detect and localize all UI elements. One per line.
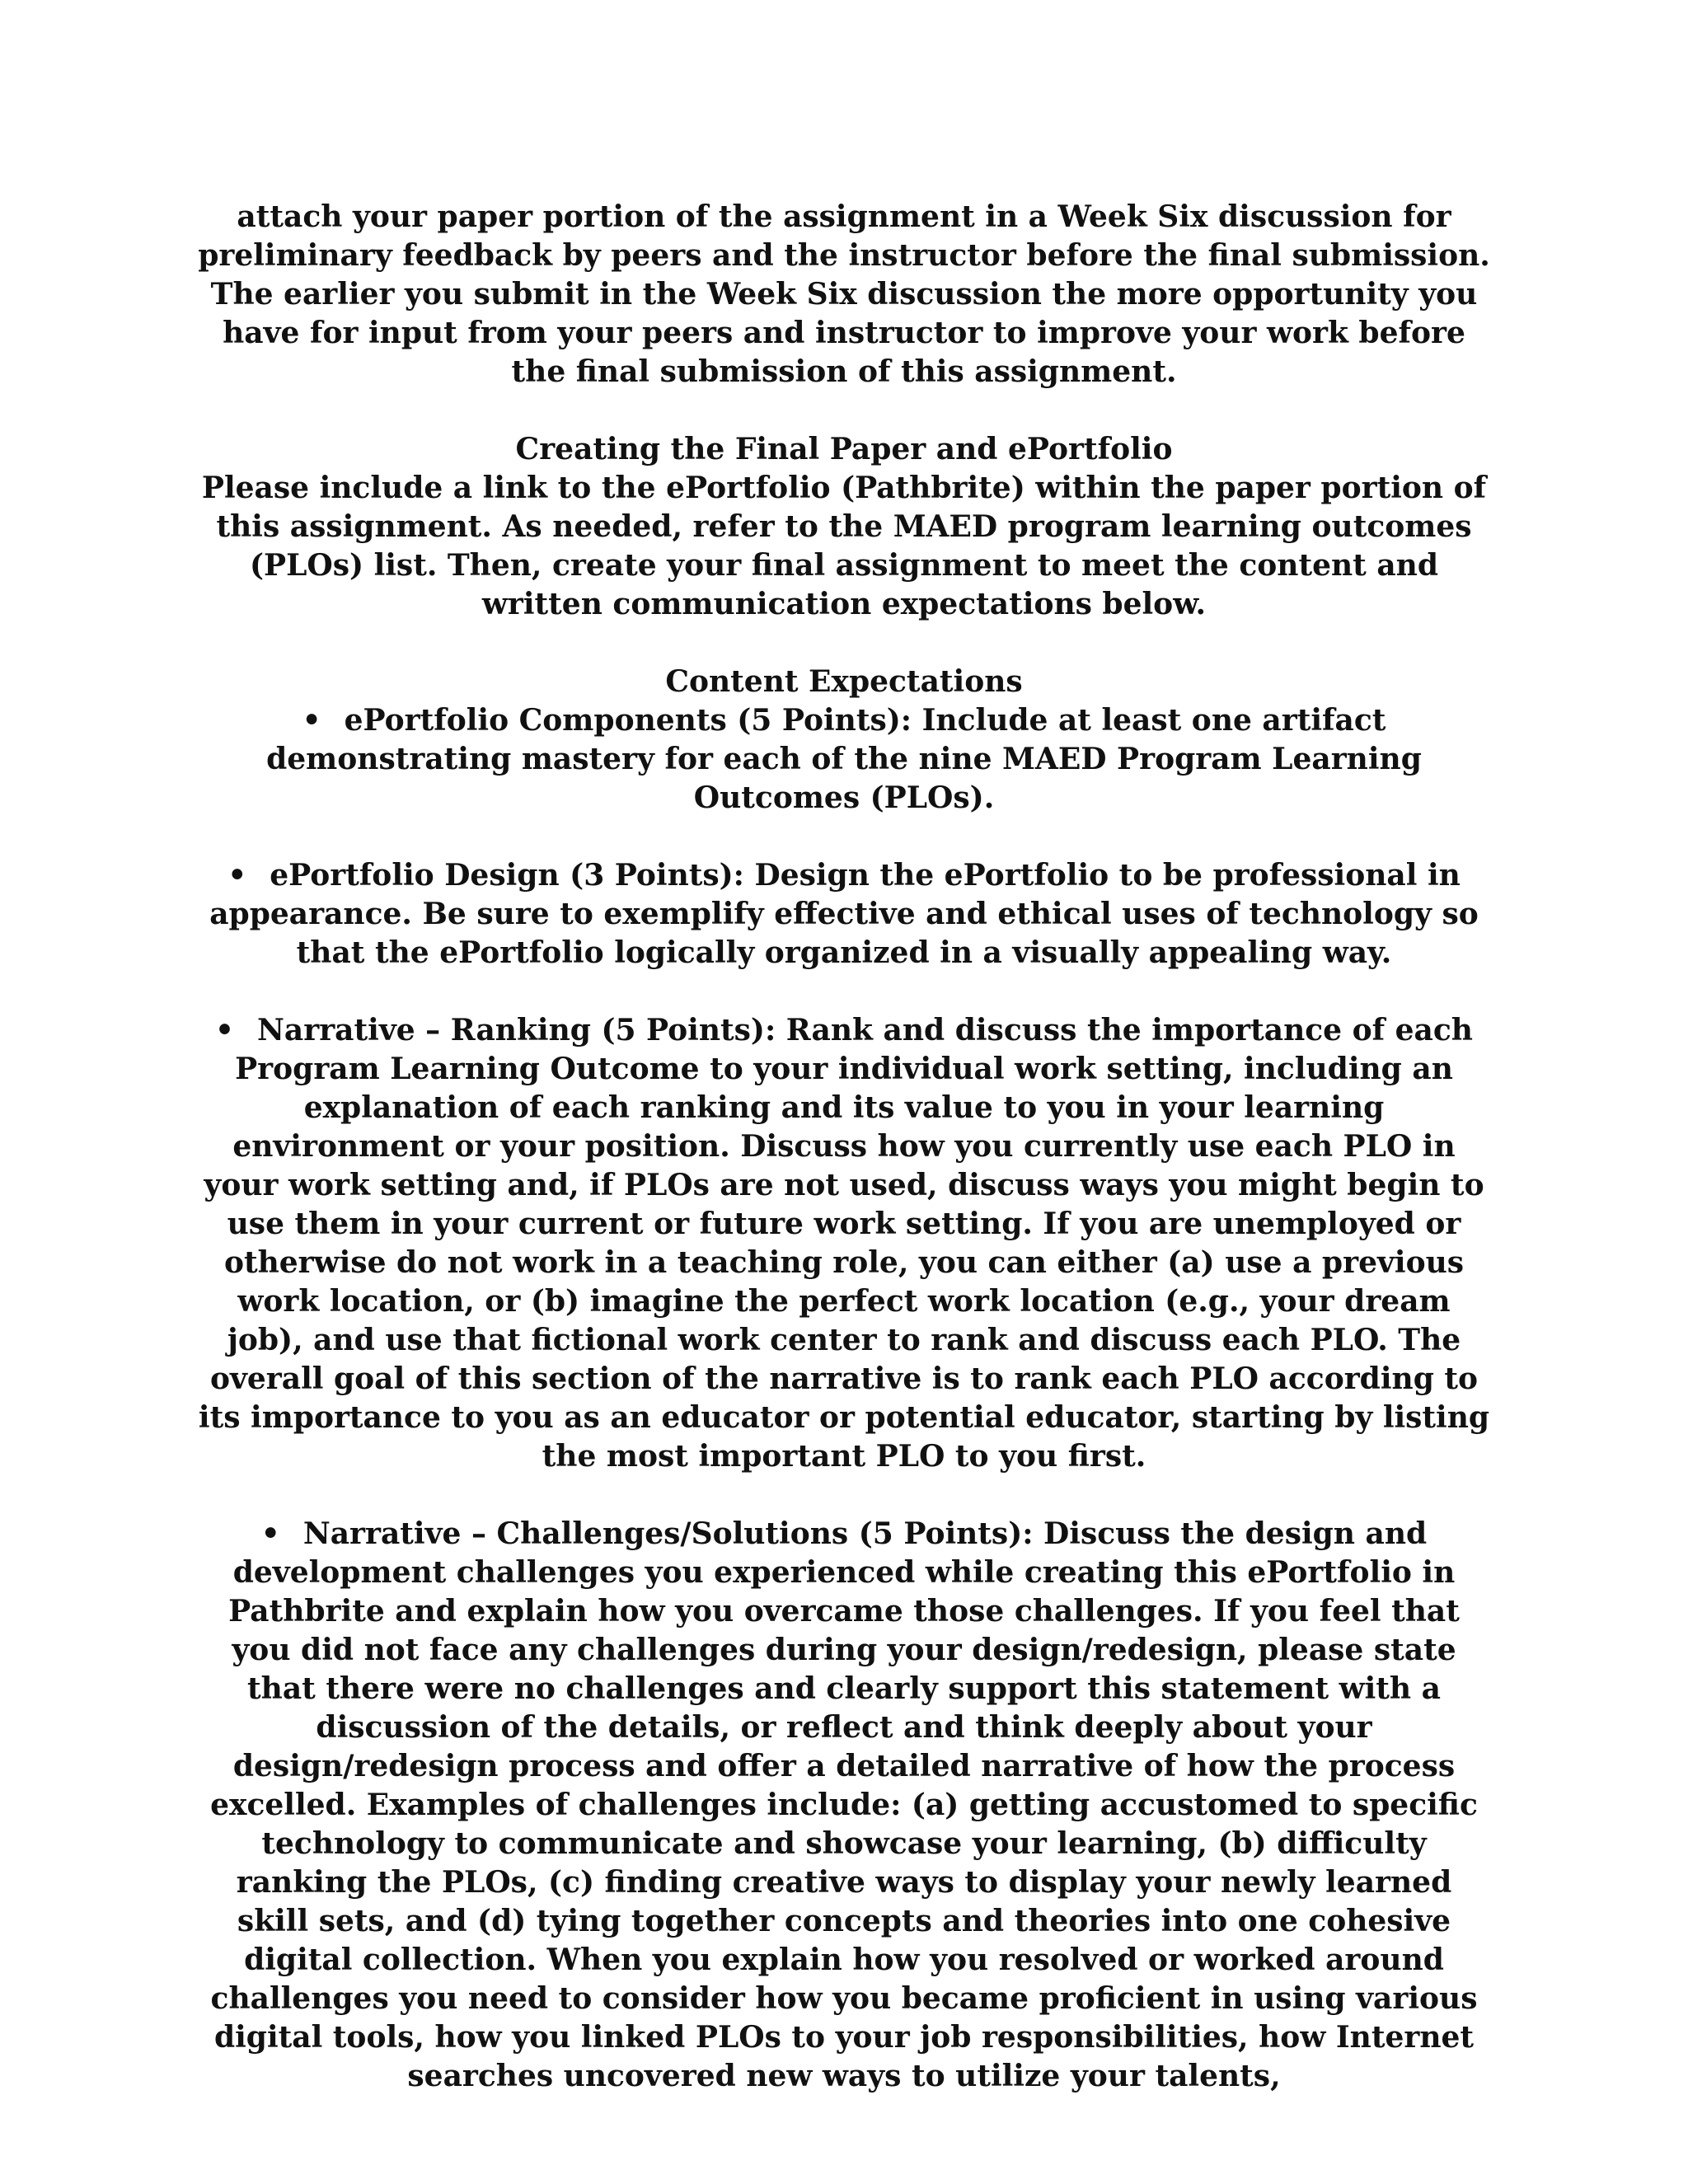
document-page	[198, 198, 1490, 2096]
bullet-icon: •	[260, 1516, 280, 1551]
bullet-item-eportfolio-components	[198, 701, 1490, 818]
bullet-item-eportfolio-design	[198, 856, 1490, 972]
section-heading-final-paper: Creating the Final Paper and ePortfolio	[515, 432, 1173, 466]
final-paper-paragraph: Please include a link to the ePortfolio (Pathbrite) within the paper portion of this assignment. As needed, refer to the MAED program learning outcomes (PLOs) list. Then, create your final assignment to meet the content and written communication expectations below.	[201, 471, 1487, 621]
spacer	[198, 391, 1490, 430]
intro-paragraph: attach your paper portion of the assignment in a Week Six discussion for preliminary feedback by peers and the instructor before the final submission. The earlier you submit in the Week Six discussion the more opportunity you have for input from your peers and instructor to improve your work before the final submission of this assignment.	[198, 199, 1490, 389]
bullet-text: Narrative – Ranking (5 Points): Rank and discuss the importance of each Program Learning Outcome to your individual work setting, including an explanation of each ranking and its value to you in your learning environment or your position. Discuss how you currently use each PLO in your work setting and, if PLOs are not used, discuss ways you might begin to use them in your current or future work setting. If you are unemployed or otherwise do not work in a teaching role, you can either (a) use a previous work location, or (b) imagine the perfect work location (e.g., your dream job), and use that fictional work center to rank and discuss each PLO. The overall goal of this section of the narrative is to rank each PLO according to its importance to you as an educator or potential educator, starting by listing the most important PLO to you first.	[198, 1013, 1490, 1474]
spacer	[198, 1476, 1490, 1515]
bullet-icon: •	[227, 858, 247, 893]
bullet-item-narrative-ranking	[198, 1011, 1490, 1476]
section-heading-content-expectations: Content Expectations	[665, 664, 1023, 699]
spacer	[198, 818, 1490, 856]
bullet-text: ePortfolio Design (3 Points): Design the ePortfolio to be professional in appearance. Be sure to exemplify effective and ethical uses of technology so that the ePortfolio logically organized in a visually appealing way.	[209, 858, 1479, 970]
bullet-text: ePortfolio Components (5 Points): Include at least one artifact demonstrating mastery for each of the nine MAED Program Learning Outcomes (PLOs).	[266, 703, 1422, 815]
bullet-item-narrative-challenges	[198, 1515, 1490, 2096]
spacer	[198, 624, 1490, 663]
bullet-icon: •	[215, 1013, 235, 1047]
spacer	[198, 972, 1490, 1011]
bullet-text: Narrative – Challenges/Solutions (5 Points): Discuss the design and development challenges you experienced while creating this ePortfolio in Pathbrite and explain how you overcame those challenges. If you feel that you did not face any challenges during your design/redesign, please state that there were no challenges and clearly support this statement with a discussion of the details, or reflect and think deeply about your design/redesign process and offer a detailed narrative of how the process excelled. Examples of challenges include: (a) getting accustomed to specific technology to communicate and showcase your learning, (b) difficulty ranking the PLOs, (c) finding creative ways to display your newly learned skill sets, and (d) tying together concepts and theories into one cohesive digital collection. When you explain how you resolved or worked around challenges you need to consider how you became proficient in using various digital tools, how you linked PLOs to your job responsibilities, how Internet searches uncovered new ways to utilize your talents,	[210, 1516, 1478, 2093]
bullet-icon: •	[302, 703, 321, 738]
